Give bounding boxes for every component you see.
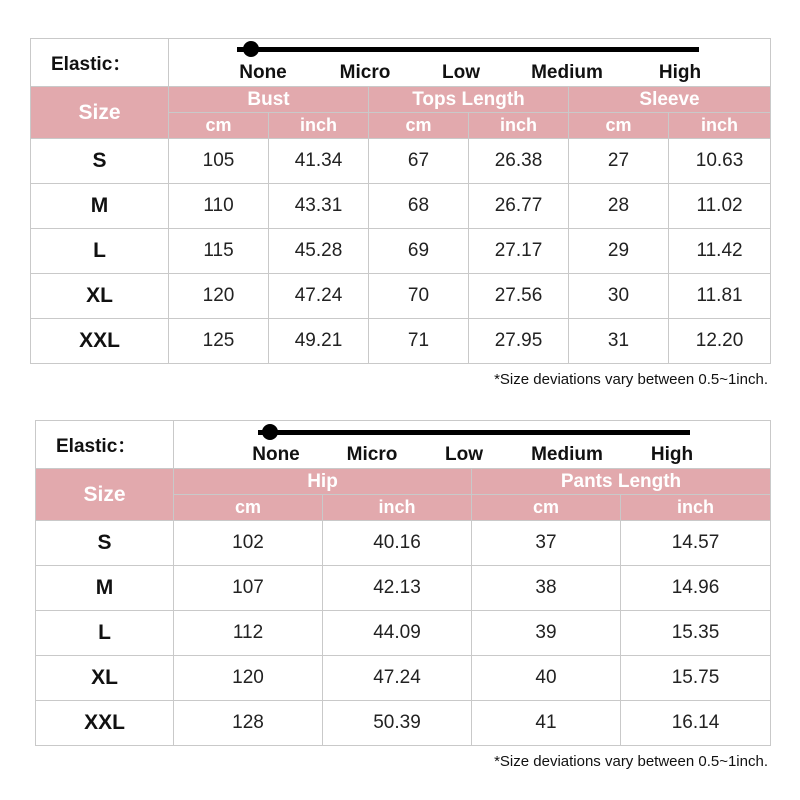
measurement-cell: 47.24	[269, 274, 369, 319]
measurement-cell: 11.81	[669, 274, 771, 319]
measurement-cell: 102	[174, 521, 323, 566]
size-label: XXL	[36, 701, 174, 746]
unit-header: inch	[323, 495, 472, 521]
size-label: XXL	[31, 319, 169, 364]
measurement-cell: 120	[169, 274, 269, 319]
measurement-cell: 12.20	[669, 319, 771, 364]
top-size-chart	[30, 38, 771, 364]
measurement-cell: 37	[472, 521, 621, 566]
measurement-cell: 15.75	[621, 656, 771, 701]
measurement-cell: 30	[569, 274, 669, 319]
group-header-pants-length: Pants Length	[472, 469, 771, 495]
measurement-cell: 107	[174, 566, 323, 611]
group-header-bust: Bust	[169, 87, 369, 113]
elastic-scale	[169, 39, 771, 87]
size-row	[36, 521, 771, 566]
measurement-cell: 115	[169, 229, 269, 274]
size-row	[31, 184, 771, 229]
size-row	[31, 319, 771, 364]
size-label: XL	[36, 656, 174, 701]
elastic-option-none: None	[239, 62, 287, 83]
measurement-cell: 29	[569, 229, 669, 274]
group-header-tops-length: Tops Length	[369, 87, 569, 113]
unit-header: cm	[472, 495, 621, 521]
measurement-cell: 44.09	[323, 611, 472, 656]
size-label: S	[31, 139, 169, 184]
measurement-cell: 112	[174, 611, 323, 656]
unit-header: inch	[669, 113, 771, 139]
elastic-option-micro: Micro	[346, 444, 398, 465]
elastic-selected-marker	[262, 424, 278, 440]
elastic-selected-marker	[243, 41, 259, 57]
bottom-size-chart	[35, 420, 771, 746]
measurement-cell: 11.02	[669, 184, 771, 229]
measurement-cell: 50.39	[323, 701, 472, 746]
measurement-cell: 67	[369, 139, 469, 184]
measurement-cell: 71	[369, 319, 469, 364]
measurement-cell: 26.38	[469, 139, 569, 184]
size-row	[31, 229, 771, 274]
measurement-cell: 45.28	[269, 229, 369, 274]
measurement-cell: 110	[169, 184, 269, 229]
measurement-cell: 11.42	[669, 229, 771, 274]
elastic-scale-bar	[237, 47, 699, 52]
group-header-sleeve: Sleeve	[569, 87, 771, 113]
measurement-cell: 27.95	[469, 319, 569, 364]
measurement-cell: 43.31	[269, 184, 369, 229]
measurement-cell: 27.17	[469, 229, 569, 274]
measurement-cell: 41	[472, 701, 621, 746]
measurement-cell: 42.13	[323, 566, 472, 611]
size-label: L	[36, 611, 174, 656]
size-deviation-note: *Size deviations vary between 0.5~1inch.	[494, 371, 768, 388]
unit-header: inch	[269, 113, 369, 139]
measurement-cell: 40	[472, 656, 621, 701]
measurement-cell: 39	[472, 611, 621, 656]
measurement-cell: 10.63	[669, 139, 771, 184]
measurement-cell: 105	[169, 139, 269, 184]
unit-header: cm	[569, 113, 669, 139]
elastic-option-high: High	[650, 444, 694, 465]
size-row	[36, 701, 771, 746]
elastic-option-none: None	[252, 444, 300, 465]
unit-header: inch	[469, 113, 569, 139]
elastic-option-high: High	[658, 62, 702, 83]
elastic-scale	[174, 421, 771, 469]
size-label: XL	[31, 274, 169, 319]
measurement-cell: 14.96	[621, 566, 771, 611]
measurement-cell: 128	[174, 701, 323, 746]
elastic-label: Elastic：	[36, 421, 174, 469]
group-header-hip: Hip	[174, 469, 472, 495]
size-label: M	[31, 184, 169, 229]
elastic-option-micro: Micro	[339, 62, 391, 83]
unit-header: cm	[169, 113, 269, 139]
elastic-scale-bar	[258, 430, 690, 435]
measurement-cell: 40.16	[323, 521, 472, 566]
measurement-cell: 41.34	[269, 139, 369, 184]
size-label: S	[36, 521, 174, 566]
measurement-cell: 47.24	[323, 656, 472, 701]
size-row	[36, 656, 771, 701]
elastic-option-medium: Medium	[531, 444, 603, 465]
measurement-cell: 38	[472, 566, 621, 611]
unit-header: cm	[369, 113, 469, 139]
unit-header: inch	[621, 495, 771, 521]
size-label: L	[31, 229, 169, 274]
elastic-option-low: Low	[442, 62, 480, 83]
measurement-cell: 68	[369, 184, 469, 229]
size-row	[36, 611, 771, 656]
elastic-option-medium: Medium	[531, 62, 603, 83]
measurement-cell: 15.35	[621, 611, 771, 656]
measurement-cell: 16.14	[621, 701, 771, 746]
measurement-cell: 31	[569, 319, 669, 364]
unit-header: cm	[174, 495, 323, 521]
size-row	[31, 139, 771, 184]
size-row	[36, 566, 771, 611]
elastic-label: Elastic：	[31, 39, 169, 87]
measurement-cell: 14.57	[621, 521, 771, 566]
elastic-option-low: Low	[445, 444, 483, 465]
measurement-cell: 26.77	[469, 184, 569, 229]
measurement-cell: 49.21	[269, 319, 369, 364]
measurement-cell: 28	[569, 184, 669, 229]
measurement-cell: 27	[569, 139, 669, 184]
measurement-cell: 69	[369, 229, 469, 274]
size-row	[31, 274, 771, 319]
size-deviation-note: *Size deviations vary between 0.5~1inch.	[494, 753, 768, 770]
measurement-cell: 125	[169, 319, 269, 364]
measurement-cell: 70	[369, 274, 469, 319]
measurement-cell: 120	[174, 656, 323, 701]
size-header: Size	[36, 469, 174, 521]
measurement-cell: 27.56	[469, 274, 569, 319]
size-label: M	[36, 566, 174, 611]
size-header: Size	[31, 87, 169, 139]
